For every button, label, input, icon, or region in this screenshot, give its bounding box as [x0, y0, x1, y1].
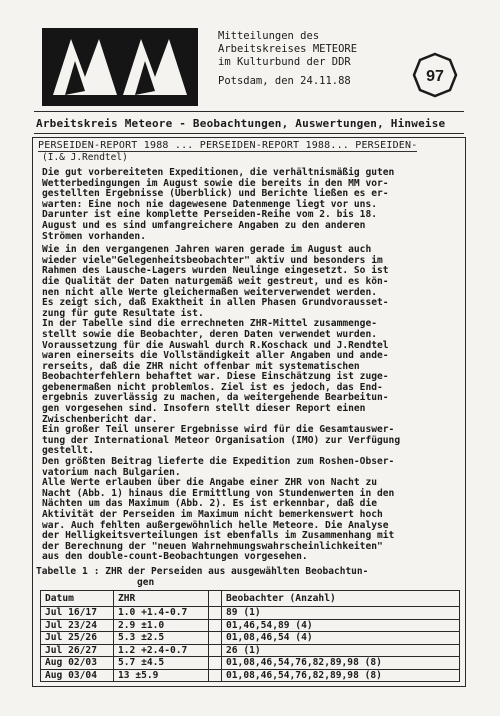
paragraph-main: Wie in den vergangenen Jahren waren gerade im August auch wieder viele"Gelegenheitsbeobachter" aktiv und besonders im Rahmen des Lausche-Lagers wurden Neulinge eingesetzt. So ist die Qualität der Daten naturgemäß weit gestreut, und es kön- nen nicht alle Werte gleichermaßen weiterverwendet werden. Es zeigt sich, daß Exaktheit in allen Phasen Grundvorausset- zung für gute Resultate ist. In der Tabelle sind die errechneten ZHR-Mittel zusammenge- stellt sowie die Beobachter, deren Daten verwendet wurden. Voraussetzung für die Auswahl durch R.Koschack und J.Rendtel waren einerseits die Vollständigkeit aller Angaben und ande- rerseits, daß die ZHR nicht offenbar mit systematischen Beobachterfehlern behaftet war. Diese Einschätzung ist zuge- gebenermaßen nicht problemlos. Ziel ist es jedoch, das End- ergebnis zuverlässig zu machen, da weitergehende Bearbeitun- gen vorgesehen sind. Insofern stellt dieser Report einen Zwischenbericht dar. Ein großer Teil unserer Ergebnisse wird für die Gesamtauswer- tung der International Meteor Organisation (IMO) zur Verfügung gestellt. Den größten Beitrag lieferte die Expedition zum Roshen-Obser- vatorium nach Bulgarien. Alle Werte erlauben über die Angabe einer ZHR von Nacht zu Nacht (Abb. 1) hinaus die Ermittlung von Stundenwerten in den Nächten um das Maximum (Abb. 2). Es ist erkennbar, daß die Aktivität der Perseiden im Maximum nicht bemerkenswert hoch war. Auch fehlten außergewöhnlich helle Meteore. Die Analyse der Helligkeitsverteilungen ist ebenfalls im Zusammenhang mit der Berechnung der "neuen Wahrnehmungswahrscheinlichkeiten" aus den double-count-Beobachtungen vorgesehen.: [42, 244, 401, 563]
mm-logo: [42, 28, 198, 106]
table-row: [41, 644, 460, 657]
table-row: [41, 669, 460, 682]
cell-gap: [209, 619, 222, 632]
caption-label: Tabelle: [36, 566, 77, 577]
cell-date: Jul 16/17: [41, 607, 114, 620]
caption-number: 1: [82, 566, 88, 577]
divider-bottom: [34, 133, 464, 134]
cell-zhr: 1.0 +1.4-0.7: [114, 607, 209, 620]
cell-date: Jul 23/24: [41, 619, 114, 632]
cell-observers: 01,08,46,54 (4): [222, 632, 460, 645]
cell-date: Jul 26/27: [41, 644, 114, 657]
cell-gap: [209, 607, 222, 620]
header-line-2: Arbeitskreises METEORE: [218, 43, 358, 55]
cell-gap: [209, 657, 222, 670]
cell-observers: 01,08,46,54,76,82,89,98 (8): [222, 657, 460, 670]
header-line-1: Mitteilungen des: [218, 30, 320, 42]
cell-gap: [209, 632, 222, 645]
section-heading: Arbeitskreis Meteore - Beobachtungen, Auswertungen, Hinweise: [36, 117, 446, 130]
cell-zhr: 1.2 +2.4-0.7: [114, 644, 209, 657]
zhr-table: [40, 590, 460, 682]
issue-number-badge: [412, 52, 458, 98]
cell-gap: [209, 669, 222, 682]
issue-number: 97: [426, 68, 444, 85]
caption-text-cont: gen: [137, 577, 155, 588]
report-authors: (I.& J.Rendtel): [42, 152, 128, 163]
table-row: [41, 607, 460, 620]
cell-observers: 89 (1): [222, 607, 460, 620]
table-caption: [36, 566, 368, 588]
header-block: [218, 30, 357, 88]
cell-date: Aug 03/04: [41, 669, 114, 682]
caption-text: : ZHR der Perseiden aus ausgewählten Beobachtun-: [93, 566, 369, 577]
table-row: [41, 632, 460, 645]
report-banner: PERSEIDEN-REPORT 1988 ... PERSEIDEN-REPORT 1988... PERSEIDEN-: [38, 140, 418, 151]
cell-date: Jul 25/26: [41, 632, 114, 645]
col-gap: [209, 591, 222, 607]
table-row: [41, 657, 460, 670]
cell-observers: 26 (1): [222, 644, 460, 657]
cell-date: Aug 02/03: [41, 657, 114, 670]
col-zhr: ZHR: [114, 591, 209, 607]
report-body: [42, 168, 462, 563]
paragraph-intro: Die gut vorbereiteten Expeditionen, die verhältnismäßig guten Wetterbedingungen im August sowie die bereits in den MM vor- gestellten Ergebnisse (Überblick) und Berichte ließen es er- warten: Eine noch nie dagewesene Datenmenge liegt vor uns. Darunter ist eine komplette Perseiden-Reihe vom 2. bis 18. August und es sind umfangreichere Angaben zu den anderen Strömen vorhanden.: [42, 167, 395, 242]
cell-observers: 01,46,54,89 (4): [222, 619, 460, 632]
cell-observers: 01,08,46,54,76,82,89,98 (8): [222, 669, 460, 682]
col-date: Datum: [41, 591, 114, 607]
cell-zhr: 2.9 ±1.0: [114, 619, 209, 632]
table-header-row: [41, 591, 460, 607]
cell-zhr: 5.3 ±2.5: [114, 632, 209, 645]
table-row: [41, 619, 460, 632]
cell-gap: [209, 644, 222, 657]
cell-zhr: 13 ±5.9: [114, 669, 209, 682]
divider-top: [34, 111, 464, 112]
header-line-3: im Kulturbund der DDR: [218, 56, 351, 68]
header-date: Potsdam, den 24.11.88: [218, 75, 351, 87]
col-observers: Beobachter (Anzahl): [222, 591, 460, 607]
cell-zhr: 5.7 ±4.5: [114, 657, 209, 670]
